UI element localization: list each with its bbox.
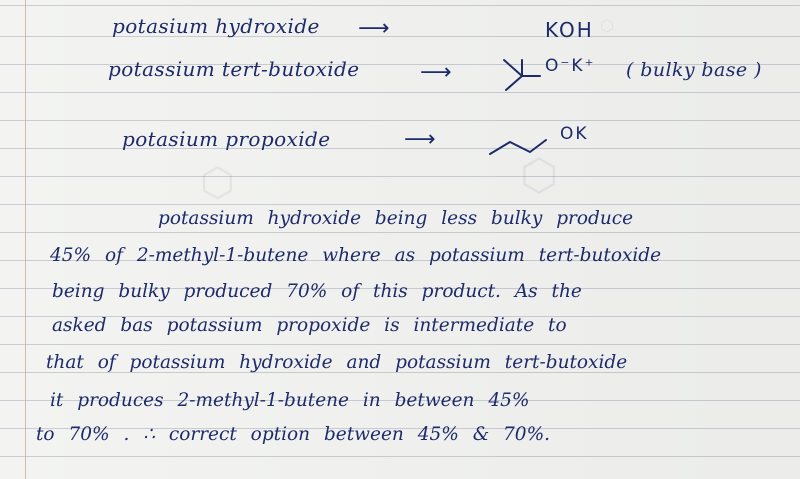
bond-line — [506, 76, 522, 90]
explanation-line-6: it produces 2-methyl-1-butene in between 45% — [50, 390, 530, 411]
propoxide-label: OK — [560, 124, 589, 144]
hydroxide-name: potasium hydroxide — [112, 14, 320, 38]
explanation-line-2: 45% of 2-methyl-1-butene where as potassium tert-butoxide — [50, 245, 662, 266]
bond-line — [504, 60, 522, 76]
explanation-line-1: potassium hydroxide being less bulky produce — [158, 208, 634, 229]
tertbutoxide-label: O⁻K⁺ — [545, 56, 596, 76]
reaction-arrow: ⟶ — [404, 127, 436, 152]
bleed-through-mark: ⬡ — [520, 150, 559, 201]
explanation-line-3: being bulky produced 70% of this product. As the — [52, 281, 582, 302]
tertbutoxide-name: potassium tert-butoxide — [108, 57, 360, 81]
explanation-line-5: that of potassium hydroxide and potassium tert-butoxide — [46, 352, 628, 373]
propoxide-skeleton — [488, 132, 568, 162]
bleed-through-mark: ⬡ — [200, 160, 235, 206]
explanation-line-4: asked bas potassium propoxide is intermediate to — [52, 315, 567, 336]
reaction-arrow: ⟶ — [358, 16, 390, 41]
bleed-through-mark: ⬡ — [600, 16, 614, 35]
reaction-arrow: ⟶ — [420, 60, 452, 85]
bulky-base-note: ( bulky base ) — [626, 59, 762, 81]
explanation-line-7: to 70% . ∴ correct option between 45% & 70%. — [36, 424, 551, 445]
propoxide-name: potasium propoxide — [122, 127, 331, 151]
zigzag-chain — [490, 140, 546, 154]
tert-butyl-skeleton — [500, 56, 545, 96]
margin-line — [25, 0, 26, 479]
koh-formula: KOH — [545, 18, 594, 42]
